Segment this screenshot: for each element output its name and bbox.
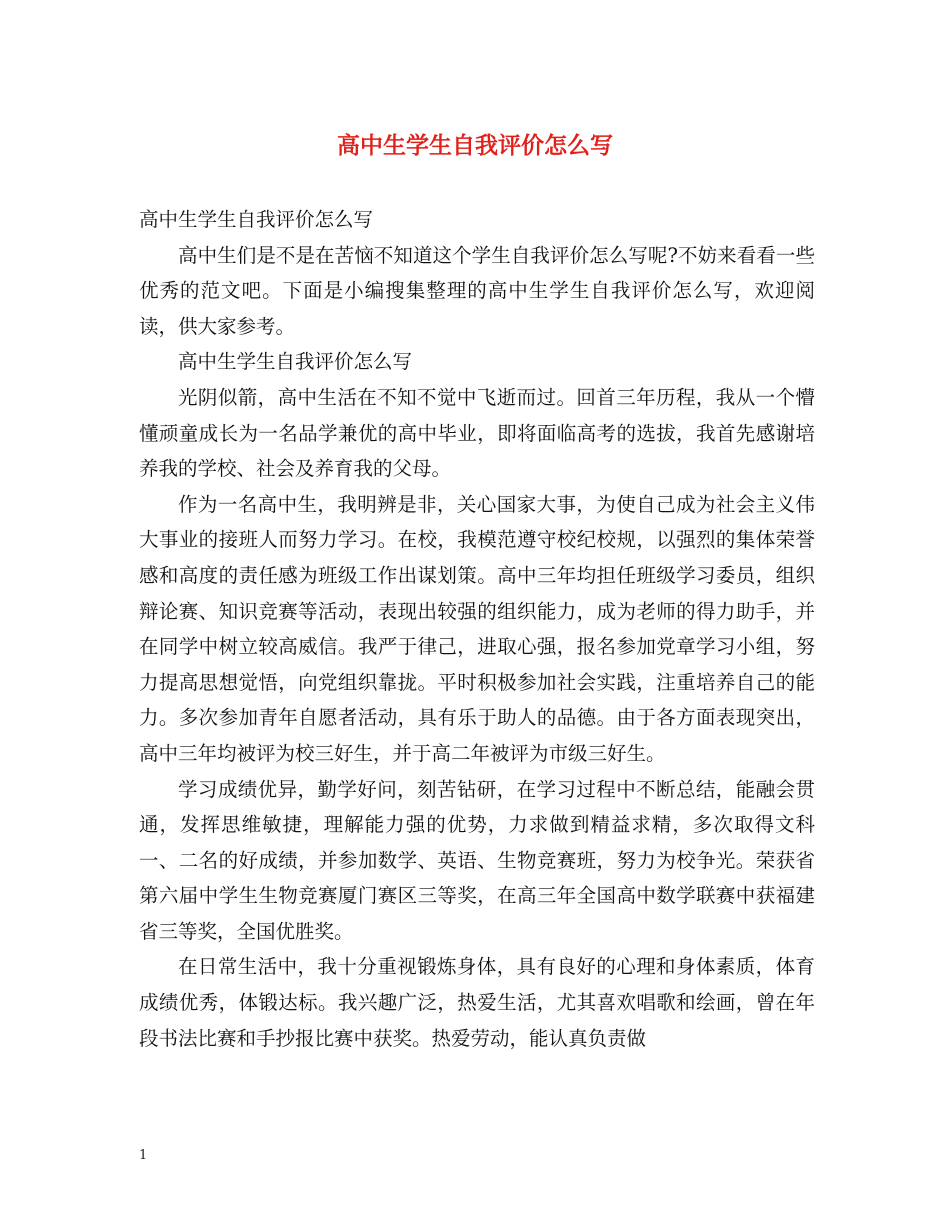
paragraph-4: 在日常生活中，我十分重视锻炼身体，具有良好的心理和身体素质，体育成绩优秀，体锻达标。我兴趣广泛，热爱生活，尤其喜欢唱歌和绘画，曾在年段书法比赛和手抄报比赛中获奖。热爱劳动，能认真负责做 — [139, 955, 815, 1050]
page-number: 1 — [139, 1148, 148, 1163]
paragraph-3: 学习成绩优异，勤学好问，刻苦钻研，在学习过程中不断总结，能融会贯通，发挥思维敏捷，理解能力强的优势，力求做到精益求精，多次取得文科一、二名的好成绩，并参加数学、英语、生物竞赛班，努力为校争光。荣获省第六届中学生生物竞赛厦门赛区三等奖，在高三年全国高中数学联赛中获福建省三等奖，全国优胜奖。 — [139, 777, 815, 943]
paragraph-subheading: 高中生学生自我评价怎么写 — [178, 350, 413, 374]
paragraph-heading: 高中生学生自我评价怎么写 — [139, 208, 374, 231]
paragraph-intro: 高中生们是不是在苦恼不知道这个学生自我评价怎么写呢?不妨来看看一些优秀的范文吧。下面是小编搜集整理的高中生学生自我评价怎么写，欢迎阅读，供大家参考。 — [139, 243, 815, 338]
document-title: 高中生学生自我评价怎么写 — [337, 132, 613, 159]
document-body — [139, 202, 815, 1056]
paragraph-2: 作为一名高中生，我明辨是非，关心国家大事，为使自己成为社会主义伟大事业的接班人而努力学习。在校，我模范遵守校纪校规，以强烈的集体荣誉感和高度的责任感为班级工作出谋划策。高中三年均担任班级学习委员，组织辩论赛、知识竞赛等活动，表现出较强的组织能力，成为老师的得力助手，并在同学中树立较高威信。我严于律己，进取心强，报名参加党章学习小组，努力提高思想觉悟，向党组织靠拢。平时积极参加社会实践，注重培养自己的能力。多次参加青年自愿者活动，具有乐于助人的品德。由于各方面表现突出，高中三年均被评为校三好生，并于高二年被评为市级三好生。 — [139, 492, 815, 765]
paragraph-1: 光阴似箭，高中生活在不知不觉中飞逝而过。回首三年历程，我从一个懵懂顽童成长为一名品学兼优的高中毕业，即将面临高考的选拔，我首先感谢培养我的学校、社会及养育我的父母。 — [139, 385, 815, 481]
